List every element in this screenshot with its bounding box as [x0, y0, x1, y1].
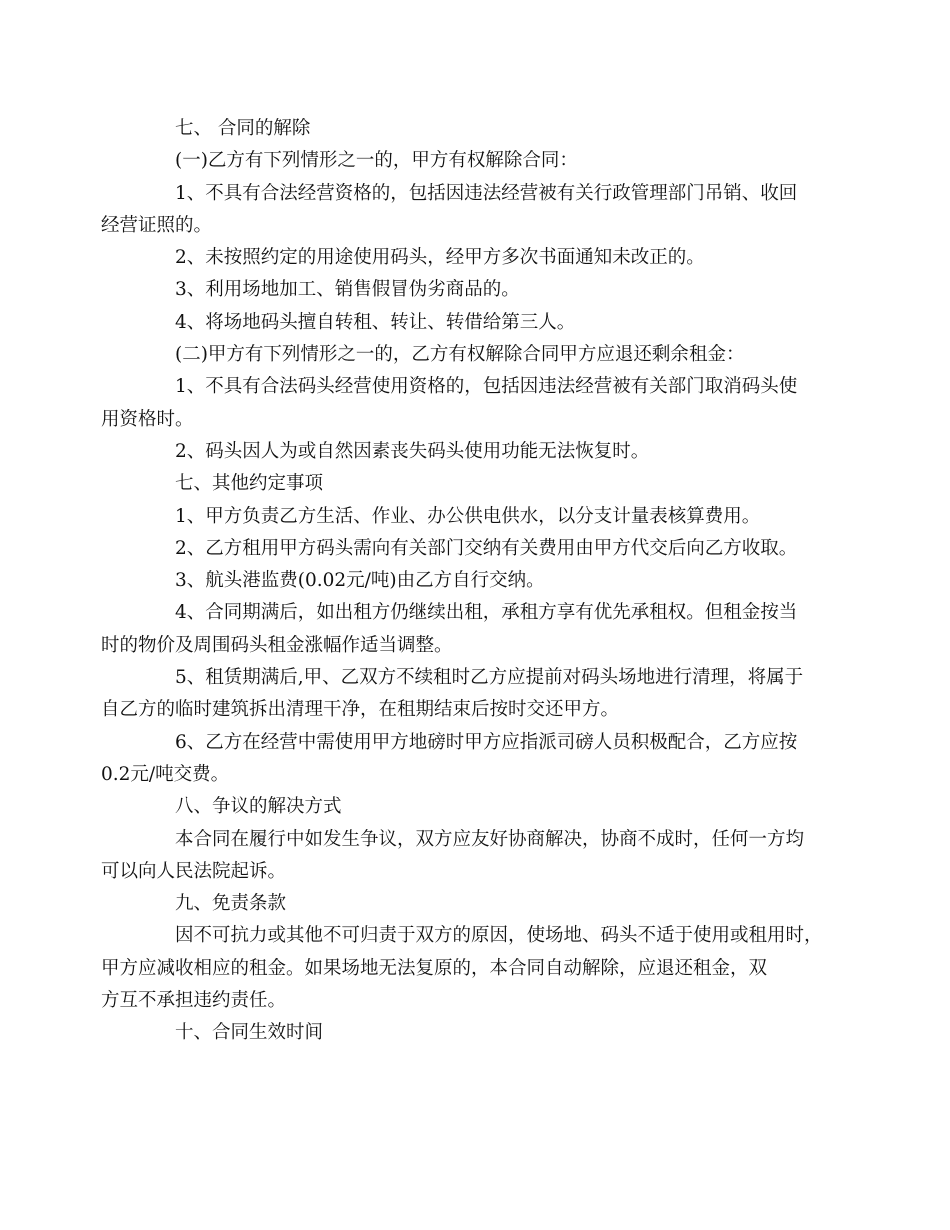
- paragraph: [138, 145, 818, 177]
- text-line: 甲方应减收相应的租金。如果场地无法复原的，本合同自动解除，应退还租金，双: [101, 957, 768, 979]
- text-line: 3、航头港监费(0.02元/吨)由乙方自行交纳。: [175, 570, 545, 592]
- paragraph: [138, 791, 818, 823]
- paragraph: [101, 727, 818, 792]
- paragraph: [138, 113, 818, 145]
- text-line: 3、利用场地加工、销售假冒伪劣商品的。: [175, 279, 520, 301]
- paragraph: [138, 436, 818, 468]
- text-line: 八、争议的解决方式: [175, 796, 342, 818]
- text-line: 用资格时。: [101, 408, 194, 430]
- text-line: 本合同在履行中如发生争议，双方应友好协商解决，协商不成时，任何一方均: [175, 828, 805, 850]
- text-line: 经营证照的。: [101, 214, 213, 236]
- paragraph: [101, 597, 818, 662]
- paragraph: [101, 824, 818, 889]
- paragraph: [138, 339, 818, 371]
- paragraph: [101, 178, 818, 243]
- paragraph: [138, 533, 818, 565]
- text-line: 九、免责条款: [175, 893, 287, 915]
- paragraph: [138, 501, 818, 533]
- text-line: 因不可抗力或其他不可归责于双方的原因，使场地、码头不适于使用或租用时，: [175, 925, 823, 947]
- text-line: 4、合同期满后，如出租方仍继续出租，承租方享有优先承租权。但租金按当: [175, 602, 798, 624]
- paragraph: [138, 468, 818, 500]
- paragraph: [101, 371, 818, 436]
- paragraph: [138, 307, 818, 339]
- text-line: 时的物价及周围码头租金涨幅作适当调整。: [101, 634, 453, 656]
- text-line: 6、乙方在经营中需使用甲方地磅时甲方应指派司磅人员积极配合，乙方应按: [175, 731, 798, 753]
- text-line: 1、不具有合法码头经营使用资格的，包括因违法经营被有关部门取消码头使: [175, 376, 798, 398]
- text-line: 2、乙方租用甲方码头需向有关部门交纳有关费用由甲方代交后向乙方收取。: [175, 537, 798, 559]
- paragraph: [138, 274, 818, 306]
- text-line: 1、甲方负责乙方生活、作业、办公供电供水，以分支计量表核算费用。: [175, 505, 761, 527]
- text-line: 可以向人民法院起诉。: [101, 860, 287, 882]
- text-line: 5、租赁期满后,甲、乙双方不续租时乙方应提前对码头场地进行清理，将属于: [175, 667, 804, 689]
- text-line: (二)甲方有下列情形之一的，乙方有权解除合同甲方应退还剩余租金：: [175, 344, 745, 366]
- paragraph: [138, 1017, 818, 1049]
- text-line: 0.2元/吨交费。: [101, 763, 230, 785]
- text-line: 十、合同生效时间: [175, 1022, 324, 1044]
- text-line: 自乙方的临时建筑拆出清理干净，在租期结束后按时交还甲方。: [101, 699, 620, 721]
- paragraph: [101, 920, 823, 1017]
- paragraph: [101, 662, 818, 727]
- text-line: 1、不具有合法经营资格的，包括因违法经营被有关行政管理部门吊销、收回: [175, 182, 798, 204]
- paragraph: [138, 565, 818, 597]
- text-line: (一)乙方有下列情形之一的，甲方有权解除合同：: [175, 150, 578, 172]
- text-line: 2、码头因人为或自然因素丧失码头使用功能无法恢复时。: [175, 440, 650, 462]
- text-line: 2、未按照约定的用途使用码头，经甲方多次书面通知未改正的。: [175, 247, 705, 269]
- paragraph: [138, 242, 818, 274]
- text-line: 方互不承担违约责任。: [101, 990, 287, 1012]
- text-line: 七、 合同的解除: [175, 118, 311, 139]
- text-line: 七、其他约定事项: [175, 473, 324, 495]
- text-line: 4、将场地码头擅自转租、转让、转借给第三人。: [175, 311, 576, 333]
- document-body: [101, 113, 823, 1050]
- paragraph: [138, 888, 818, 920]
